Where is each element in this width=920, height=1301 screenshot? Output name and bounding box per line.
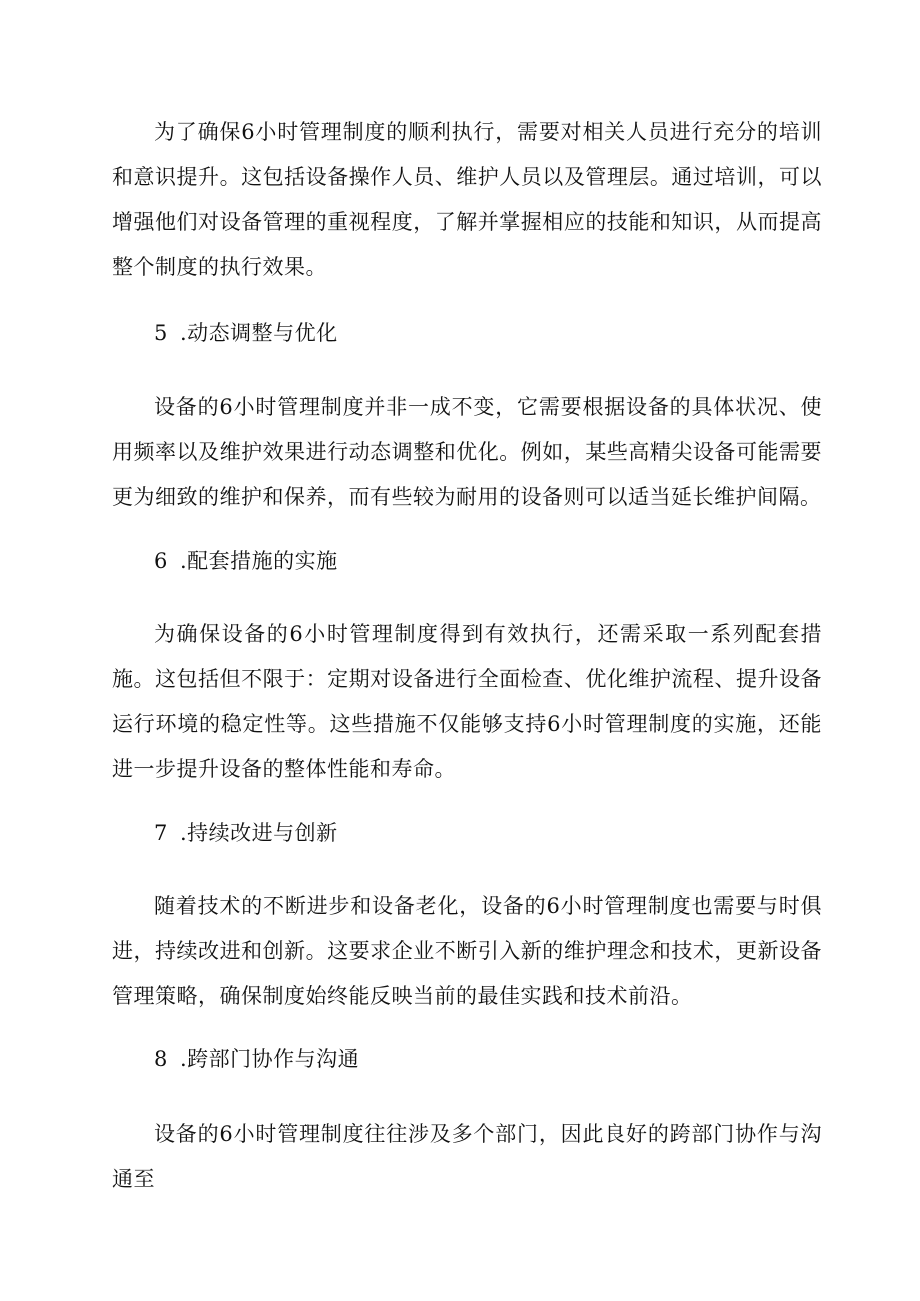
paragraph-continuous-improvement: 随着技术的不断进步和设备老化，设备的6小时管理制度也需要与时俱进，持续改进和创新。这要求企业不断引入新的维护理念和技术，更新设备管理策略，确保制度始终能反映当前的最佳实践和技术前沿。 <box>112 894 822 1008</box>
section-title: .配套措施的实施 <box>180 549 338 573</box>
section-number: 7 <box>154 821 168 845</box>
section-number: 5 <box>154 321 168 345</box>
section-title: .持续改进与创新 <box>180 821 338 845</box>
section-heading-7 <box>154 818 338 848</box>
section-number: 6 <box>154 549 168 573</box>
section-heading-6 <box>154 546 338 576</box>
paragraph-training: 为了确保6小时管理制度的顺利执行，需要对相关人员进行充分的培训和意识提升。这包括设备操作人员、维护人员以及管理层。通过培训，可以增强他们对设备管理的重视程度，了解并掌握相应的技能和知识，从而提高整个制度的执行效果。 <box>112 120 822 279</box>
section-title: .动态调整与优化 <box>180 321 338 345</box>
paragraph-dynamic-adjustment: 设备的6小时管理制度并非一成不变，它需要根据设备的具体状况、使用频率以及维护效果进行动态调整和优化。例如，某些高精尖设备可能需要更为细致的维护和保养，而有些较为耐用的设备则可以适当延长维护间隔。 <box>112 395 822 509</box>
paragraph-cross-department: 设备的6小时管理制度往往涉及多个部门，因此良好的跨部门协作与沟通至 <box>112 1122 822 1191</box>
section-number: 8 <box>154 1047 168 1071</box>
section-title: .跨部门协作与沟通 <box>180 1047 360 1071</box>
section-heading-8 <box>154 1044 359 1074</box>
paragraph-supporting-measures: 为确保设备的6小时管理制度得到有效执行，还需采取一系列配套措施。这包括但不限于：定期对设备进行全面检查、优化维护流程、提升设备运行环境的稳定性等。这些措施不仅能够支持6小时管理制度的实施，还能进一步提升设备的整体性能和寿命。 <box>112 622 822 781</box>
section-heading-5 <box>154 318 338 348</box>
